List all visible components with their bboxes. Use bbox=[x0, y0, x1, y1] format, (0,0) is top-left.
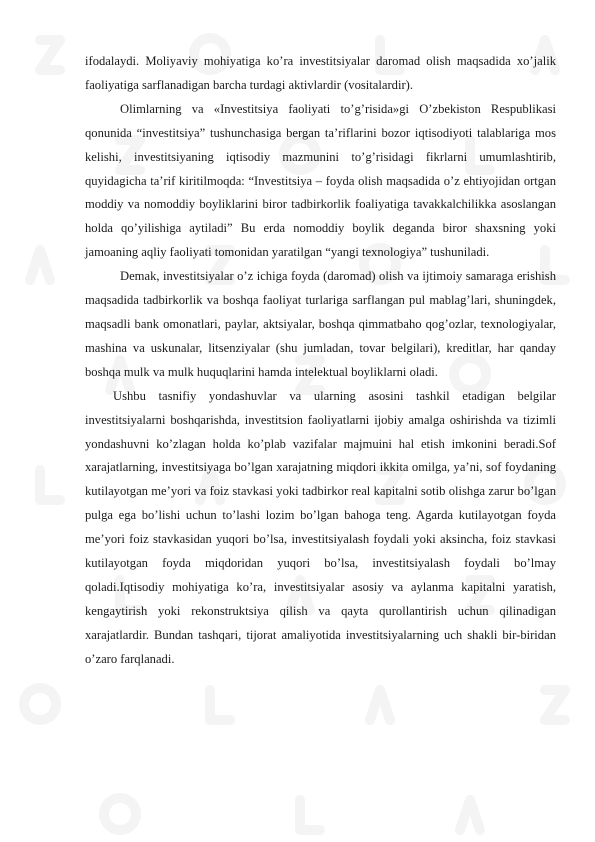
paragraph-continuation: ifodalaydi. Moliyaviy mohiyatiga ko’ra investitsiyalar daromad olish maqsadida xo’jalik faoliyatiga sarflanadigan barcha turdagi aktivlardir (vositalardir). bbox=[85, 54, 556, 92]
body-text bbox=[85, 50, 556, 672]
paragraph-summary: Demak, investitsiyalar o’z ichiga foyda (daromad) olish va ijtimoiy samaraga erishish maqsadida tadbirkorlik va boshqa faoliyat turlariga sarflangan pul mablag’lari, shuningdek, maqsadli bank omonatlari, paylar, aktsiyalar, boshqa qimmatbaho qog’ozlar, texnologiyalar, mashina va uskunalar, litsenziyalar (shu jumladan, tovar belgilari), kreditlar, har qanday boshqa mulk va mulk huquqlarini hamda intelektual boyliklarni oladi. bbox=[85, 269, 556, 379]
paragraph-approaches: Ushbu tasnifiy yondashuvlar va ularning asosini tashkil etadigan belgilar investitsiyalarni boshqarishda, investitsion faoliyatlarni ijobiy amalga oshirishda va tizimli yondashuvni ko’zlagan holda ko’plab vazifalar majmuini hal etish imkonini beradi.Sof xarajatlarning, investitsiyaga bo’lgan xarajatning miqdori ikkita omilga, ya’ni, sof foydaning kutilayotgan me’yori va foiz stavkasi yoki tadbirkor real kapitalni sotib olishga zarur bo’lgan pulga ega bo’lishi uchun to’lashi lozim bo’lgan bahoga teng. Agarda kutilayotgan foyda me’yori foiz stavkasidan yuqori bo’lsa, investitsiyalash foydali yoki aksincha, foiz stavkasi kutilayotgan foyda miqdoridan yuqori bo’lsa, investitsiyalash foydali bo’lmay qoladi.Iqtisodiy mohiyatiga ko’ra, investitsiyalar asosiy va aylanma kapitalni yaratish, kengaytirish yoki rekonstruktsiya qilish va qayta qurollantirish uchun qilinadigan xarajatlardir. Bundan tashqari, tijorat amaliyotida investitsiyalarning uch shakli bir-biridan o’zaro farqlanadi. bbox=[85, 388, 556, 666]
paragraph-definition: Olimlarning va «Investitsiya faoliyati to’g’risida»gi O’zbekiston Respublikasi qonunida “investitsiya” tushunchasiga bergan ta’riflarini bozor iqtisodiyoti talablariga mos kelishi, investitsiyaning iqtisodiy mazmunini to’g’risidagi fikrlarni umumlashtirib, quyidagicha ta’rif kiritilmoqda: “Investitsiya – foyda olish maqsadida o’z ehtiyojidan ortgan moddiy va nomoddiy boyliklarini biror tadbirkorlik foaliyatiga tavakkalchilikka asoslangan holda qo’yilishiga aytiladi” Bu erda nomoddiy boylik deganda biror shaxsning yoki jamoaning aqliy faoliyati tomonidan yaratilgan “yangi texnologiya” tushuniladi. bbox=[85, 101, 556, 260]
